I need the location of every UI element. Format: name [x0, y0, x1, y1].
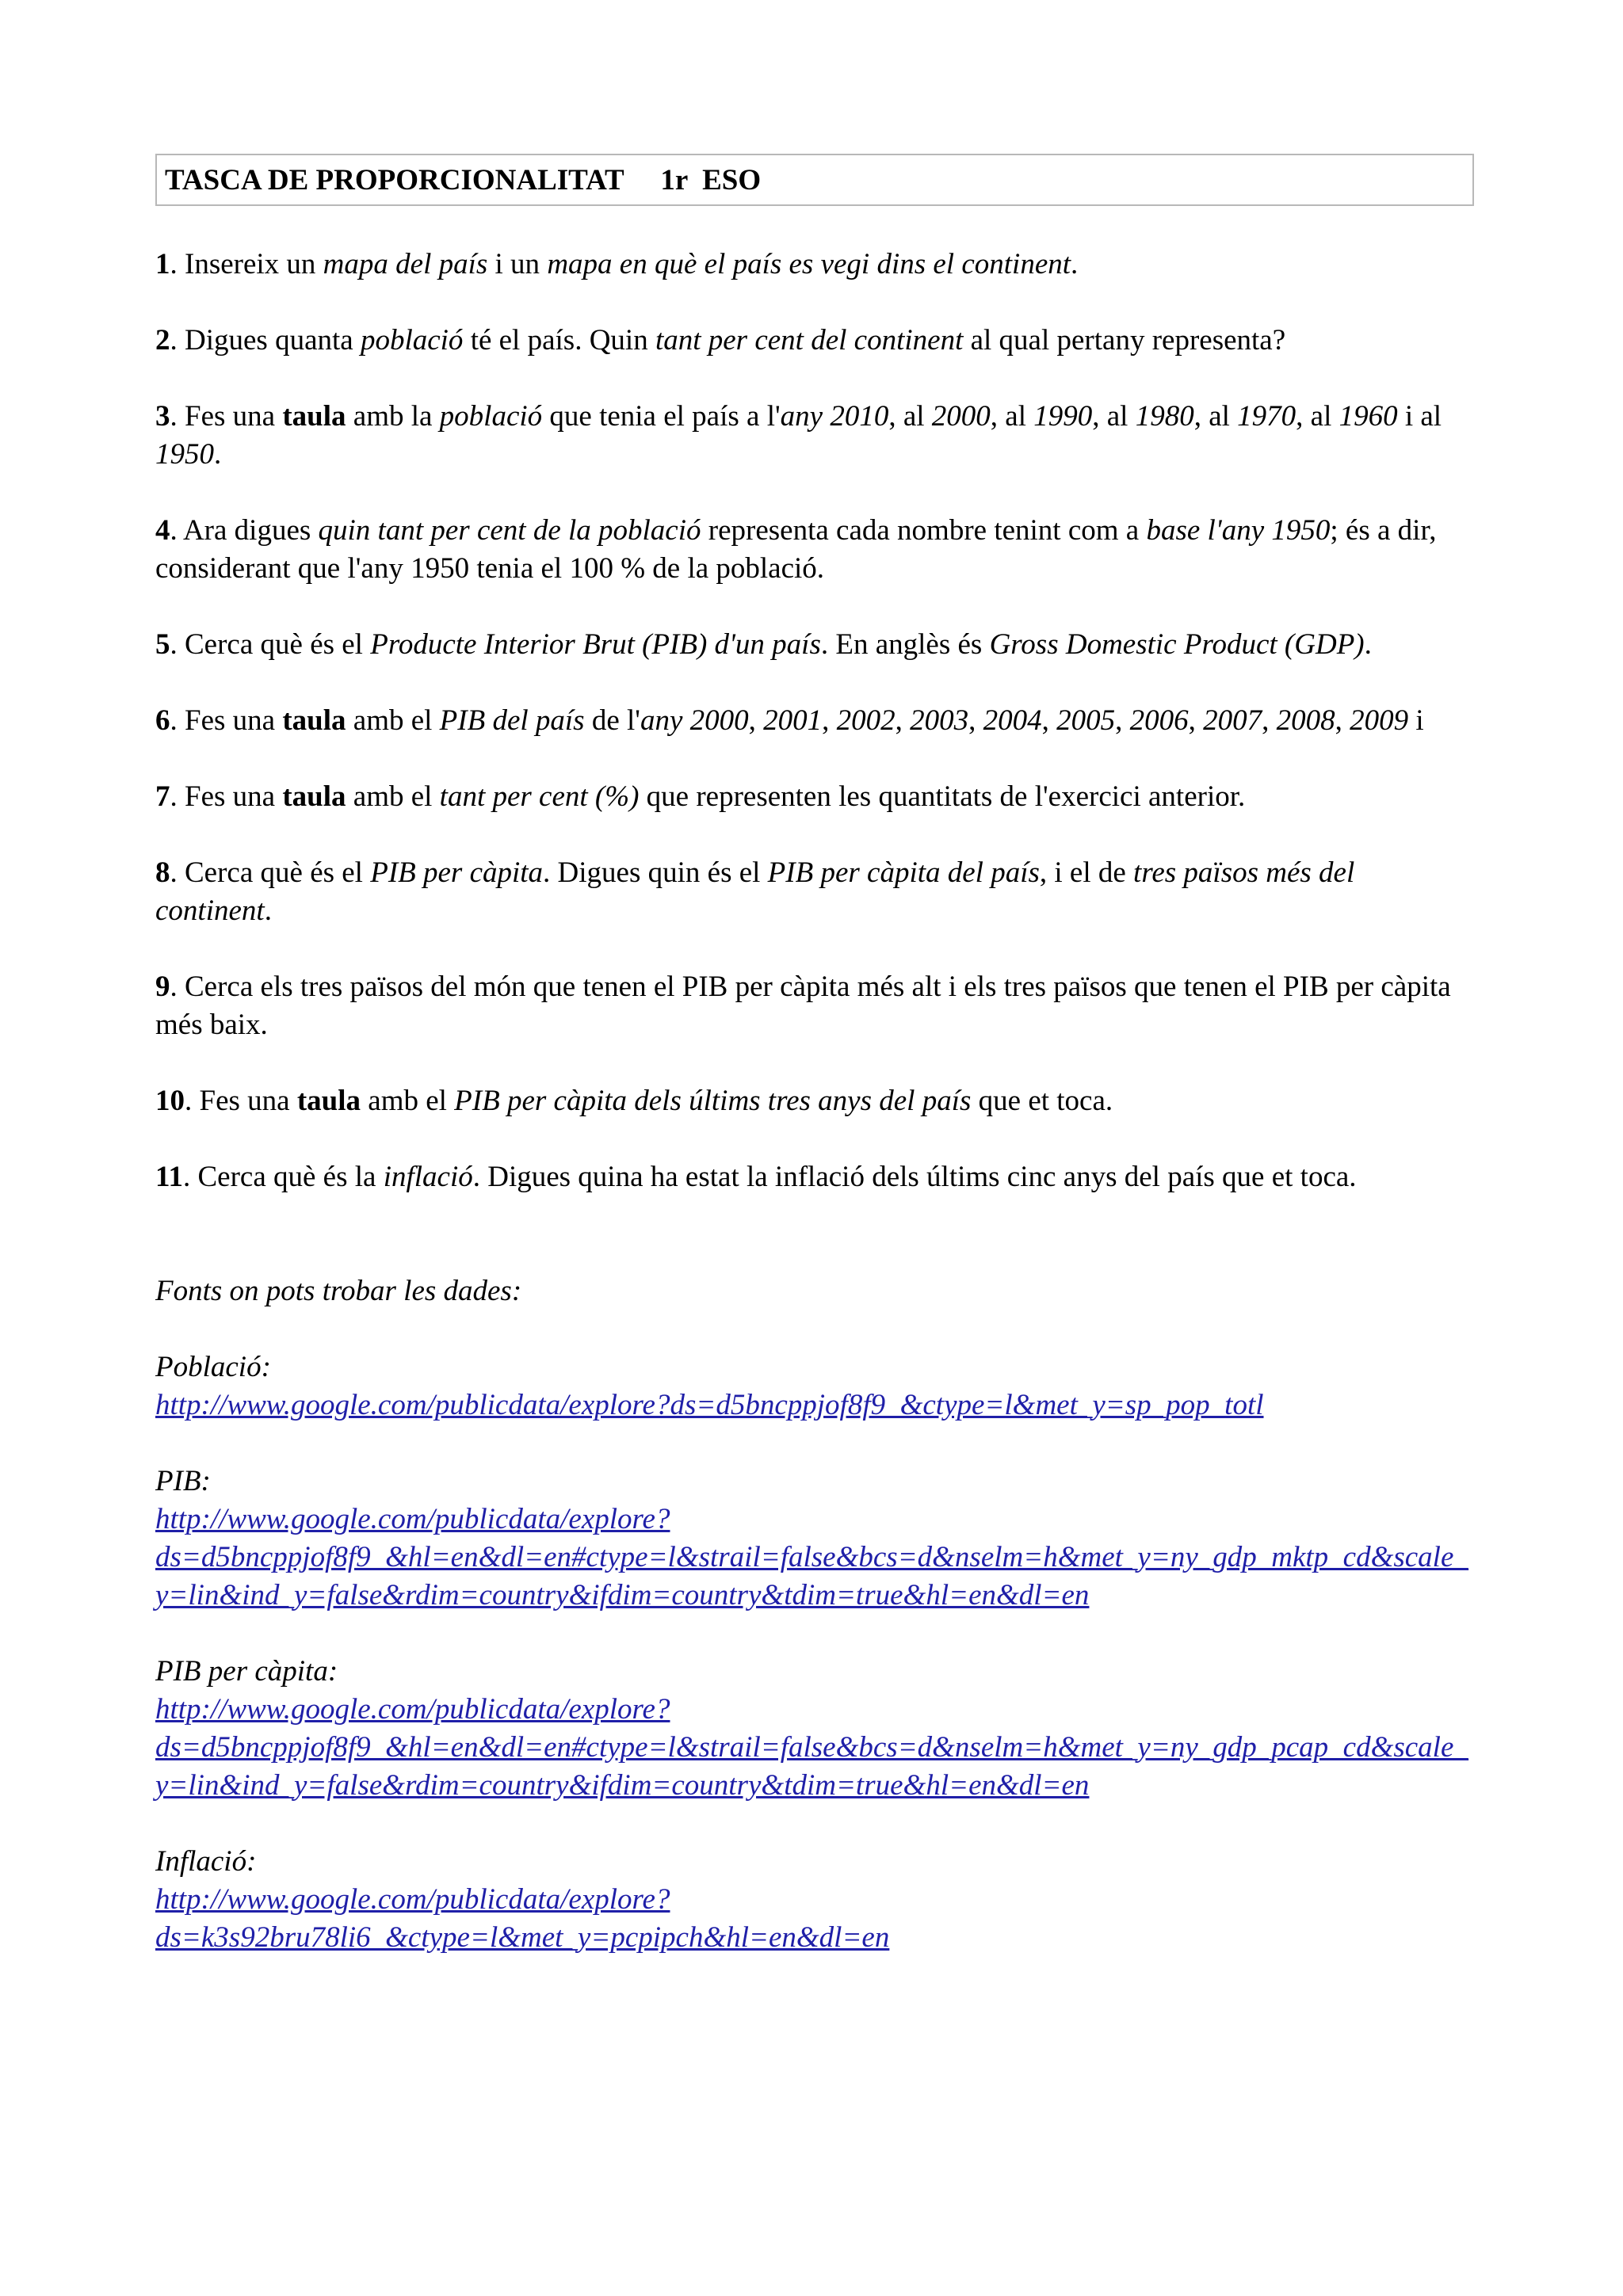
source-label: Inflació: — [155, 1845, 257, 1878]
question-11: 11. Cerca què és la inflació. Digues quina ha estat la inflació dels últims cinc anys del país que et toca. — [155, 1161, 1357, 1193]
source-inflacio — [155, 1843, 1474, 1957]
source-label: Població: — [155, 1351, 271, 1383]
question-3: 3. Fes una taula amb la població que tenia el país a l'any 2010, al 2000, al 1990, al 1980, al 1970, al 1960 i al 1950. — [155, 400, 1442, 471]
sources-heading: Fonts on pots trobar les dades: — [155, 1275, 522, 1307]
source-link[interactable]: http://www.google.com/publicdata/explore? ds=k3s92bru78li6_&ctype=l&met_y=pcpipch&hl=en&dl=en — [155, 1883, 890, 1954]
question-8: 8. Cerca què és el PIB per càpita. Digues quin és el PIB per càpita del país, i el de tres països més del continent. — [155, 856, 1355, 927]
question-5: 5. Cerca què és el Producte Interior Brut (PIB) d'un país. En anglès és Gross Domestic Product (GDP). — [155, 628, 1372, 661]
document-title: TASCA DE PROPORCIONALITAT 1r ESO — [155, 154, 1474, 206]
source-pib — [155, 1463, 1474, 1615]
source-label: PIB: — [155, 1465, 211, 1497]
question-10: 10. Fes una taula amb el PIB per càpita dels últims tres anys del país que et toca. — [155, 1085, 1113, 1117]
source-link[interactable]: http://www.google.com/publicdata/explore? ds=d5bncppjof8f9_&hl=en&dl=en#ctype=l&strail=false&bcs=d&nselm=h&met_y=ny_gdp_pcap_cd&scale_y=lin&ind_y=false&rdim=country&ifdim=country&tdim=true&hl=en&dl=en — [155, 1693, 1468, 1802]
source-link[interactable]: http://www.google.com/publicdata/explore? ds=d5bncppjof8f9_&hl=en&dl=en#ctype=l&strail=false&bcs=d&nselm=h&met_y=ny_gdp_mktp_cd&scale_y=lin&ind_y=false&rdim=country&ifdim=country&tdim=true&hl=en&dl=en — [155, 1503, 1468, 1611]
question-7: 7. Fes una taula amb el tant per cent (%) que representen les quantitats de l'exercici anterior. — [155, 780, 1246, 813]
source-pib-per-capita — [155, 1653, 1474, 1805]
source-poblacio — [155, 1348, 1474, 1425]
question-4: 4. Ara digues quin tant per cent de la població representa cada nombre tenint com a base l'any 1950; és a dir, considerant que l'any 1950 tenia el 100 % de la població. — [155, 514, 1437, 585]
source-link[interactable]: http://www.google.com/publicdata/explore?ds=d5bncppjof8f9_&ctype=l&met_y=sp_pop_totl — [155, 1389, 1264, 1421]
question-1: 1. Insereix un mapa del país i un mapa en què el país es vegi dins el continent. — [155, 248, 1079, 280]
question-6: 6. Fes una taula amb el PIB del país de l'any 2000, 2001, 2002, 2003, 2004, 2005, 2006, 2007, 2008, 2009 i — [155, 704, 1424, 737]
question-2: 2. Digues quanta població té el país. Quin tant per cent del continent al qual pertany representa? — [155, 324, 1286, 357]
question-9: 9. Cerca els tres països del món que tenen el PIB per càpita més alt i els tres països que tenen el PIB per càpita més baix. — [155, 971, 1451, 1041]
source-label: PIB per càpita: — [155, 1655, 338, 1688]
document-page — [155, 154, 1474, 1957]
